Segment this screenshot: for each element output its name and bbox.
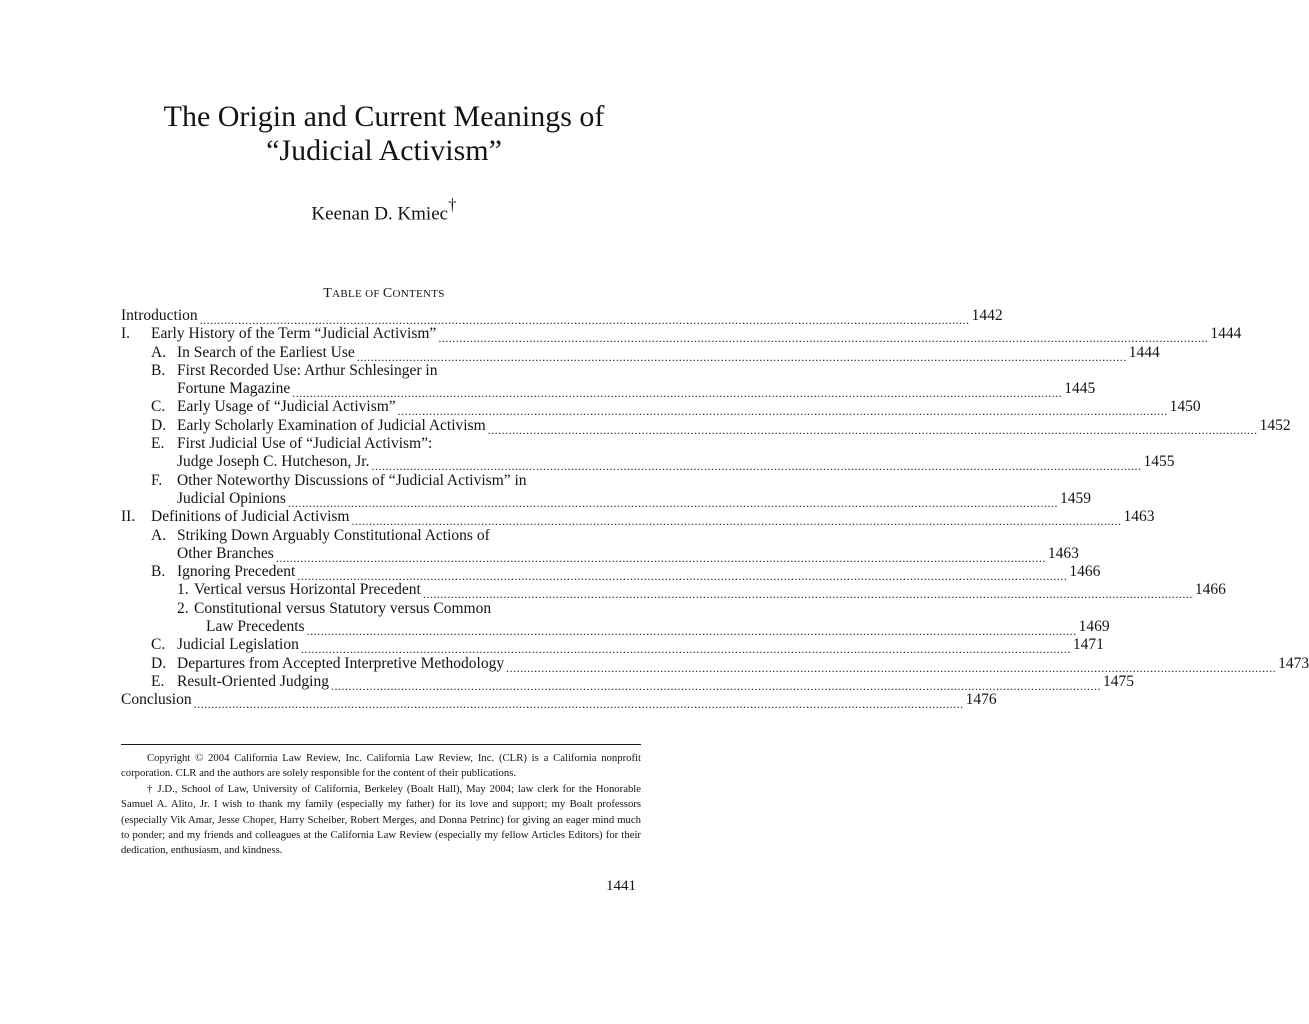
article-title [0,100,768,168]
toc-entry [121,398,1201,419]
toc-entry-title: Ignoring Precedent [177,563,296,581]
table-of-contents [121,307,1309,712]
toc-heading [0,286,768,302]
toc-entry [121,453,1175,474]
toc-leader-dots: ............................................................................................................................................................................................................................ [422,587,1193,602]
toc-entry [121,362,641,380]
toc-entry-title: Introduction [121,307,198,324]
toc-heading-t: T [323,286,333,301]
toc-leader-dots: ............................................................................................................................................................................................................................ [306,624,1077,639]
toc-entry-page: 1463 [1047,544,1079,562]
toc-entry-title: Judicial Legislation [177,636,299,654]
toc-entry-page: 1444 [1128,343,1160,361]
toc-entry-page: 1475 [1102,672,1134,690]
footnote-rule [121,744,641,745]
copyright-notice: Copyright © 2004 California Law Review, Inc. California Law Review, Inc. (CLR) is a California nonprofit corporation. CLR and the authors are solely responsible for the content of their publications. [121,752,641,780]
author-name: Keenan D. Kmiec [311,203,449,225]
author-footnote: † J.D., School of Law, University of California, Berkeley (Boalt Hall), May 2004; law clerk for the Honorable Samuel A. Alito, Jr. I wish to thank my family (especially my father) for its love and support; my Boalt professors (especially Vik Amar, Jesse Choper, Harry Scheiber, Robert Merges, and Donna Petrinc) for giving an eager mind much to ponder; and my friends and colleagues at the California Law Review (especially my fellow Articles Editors) for their dedication, enthusiasm, and kindness. [121,782,641,857]
toc-leader-dots: ............................................................................................................................................................................................................................ [487,422,1258,437]
toc-leader-dots: ............................................................................................................................................................................................................................ [371,459,1142,474]
toc-entry-title: Striking Down Arguably Constitutional Actions of [177,526,490,544]
toc-entry-title: Other Branches [177,544,274,562]
toc-entry-title: Judicial Opinions [177,489,286,507]
toc-heading-able: ABLE OF [332,288,383,300]
toc-entry-page: 1452 [1259,416,1291,434]
toc-entry [121,489,1091,510]
toc-leader-dots: ............................................................................................................................................................................................................................ [506,660,1277,675]
toc-entry-title: Vertical versus Horizontal Precedent [194,581,421,599]
toc-entry-page: 1455 [1143,453,1175,471]
toc-entry [121,654,1309,675]
toc-entry [121,600,641,618]
toc-entry [121,527,641,545]
page-number: 1441 [606,878,636,894]
toc-entry [121,672,1134,693]
toc-leader-dots: ............................................................................................................................................................................................................................ [292,386,1063,401]
toc-leader-dots: ............................................................................................................................................................................................................................ [397,404,1168,419]
toc-entry-title: Other Noteworthy Discussions of “Judicial Activism” in [177,471,527,489]
toc-entry [121,618,1110,639]
toc-entry-number: A. [151,526,167,544]
toc-entry [121,435,641,453]
toc-entry-number: E. [151,672,165,690]
toc-entry [121,508,1155,529]
toc-entry [121,325,1242,346]
footnotes [121,751,641,859]
author-byline [0,197,768,225]
author-footnote-mark: † [448,195,457,214]
toc-entry-number: E. [151,435,165,453]
toc-entry-number: B. [151,361,166,379]
toc-leader-dots: ............................................................................................................................................................................................................................ [330,678,1101,693]
toc-entry [121,472,641,490]
toc-leader-dots: ............................................................................................................................................................................................................................ [356,349,1127,364]
toc-entry-page: 1442 [971,307,1003,324]
toc-leader-dots: ............................................................................................................................................................................................................................ [438,331,1209,346]
toc-heading-ontents: ONTENTS [392,288,445,300]
toc-leader-dots: ............................................................................................................................................................................................................................ [351,514,1122,529]
toc-entry-number: 2. [177,599,189,617]
toc-entry-number: F. [151,471,163,489]
toc-leader-dots: ............................................................................................................................................................................................................................ [300,642,1071,657]
toc-entry-title: First Recorded Use: Arthur Schlesinger in [177,361,438,379]
toc-entry-title: Result-Oriented Judging [177,672,329,690]
toc-entry-page: 1445 [1064,380,1096,398]
toc-entry-title: Fortune Magazine [177,380,291,398]
toc-entry-title: Early Usage of “Judicial Activism” [177,398,396,416]
title-line-1: The Origin and Current Meanings of [163,100,605,133]
toc-entry-title: Conclusion [121,691,192,709]
toc-entry [121,307,1003,327]
toc-entry-title: Constitutional versus Statutory versus Common [194,599,492,617]
title-line-2: “Judicial Activism” [266,134,502,167]
toc-entry [121,563,1101,584]
toc-heading-c: C [382,286,393,301]
toc-entry-page: 1463 [1123,508,1155,526]
toc-leader-dots: ............................................................................................................................................................................................................................ [199,313,970,327]
toc-leader-dots: ............................................................................................................................................................................................................................ [193,697,964,712]
toc-leader-dots: ............................................................................................................................................................................................................................ [275,550,1046,565]
toc-entry-number: A. [151,343,167,361]
toc-entry-title: Departures from Accepted Interpretive Methodology [177,654,505,672]
toc-entry-title: First Judicial Use of “Judicial Activism”: [177,435,433,453]
toc-entry-number: D. [151,654,167,672]
toc-entry-number: C. [151,636,166,654]
toc-entry-title: In Search of the Earliest Use [177,343,355,361]
toc-entry [121,380,1096,401]
toc-entry-number: D. [151,416,167,434]
toc-entry [121,544,1079,565]
toc-entry-number: B. [151,563,166,581]
toc-entry-page: 1444 [1210,325,1242,343]
toc-entry-page: 1450 [1169,398,1201,416]
toc-entry-title: Definitions of Judicial Activism [151,508,350,526]
toc-entry [121,343,1160,364]
toc-entry [121,416,1291,437]
toc-entry-title: Early Scholarly Examination of Judicial Activism [177,416,486,434]
toc-entry-title: Judge Joseph C. Hutcheson, Jr. [177,453,370,471]
toc-entry-page: 1471 [1072,636,1104,654]
toc-entry [121,691,997,712]
toc-entry-number: 1. [177,581,189,599]
toc-entry-page: 1466 [1069,563,1101,581]
toc-entry-page: 1466 [1194,581,1226,599]
toc-entry [121,581,1226,602]
toc-entry-title: Law Precedents [206,618,305,636]
toc-entry-page: 1473 [1278,654,1309,672]
toc-entry-number: II. [121,508,136,526]
toc-entry-page: 1476 [965,691,997,709]
toc-entry-title: Early History of the Term “Judicial Activism” [151,325,437,343]
toc-entry-page: 1469 [1078,618,1110,636]
toc-entry-number: C. [151,398,166,416]
toc-entry [121,636,1104,657]
toc-leader-dots: ............................................................................................................................................................................................................................ [297,569,1068,584]
toc-leader-dots: ............................................................................................................................................................................................................................ [287,495,1058,510]
toc-entry-number: I. [121,325,131,343]
toc-entry-page: 1459 [1059,489,1091,507]
